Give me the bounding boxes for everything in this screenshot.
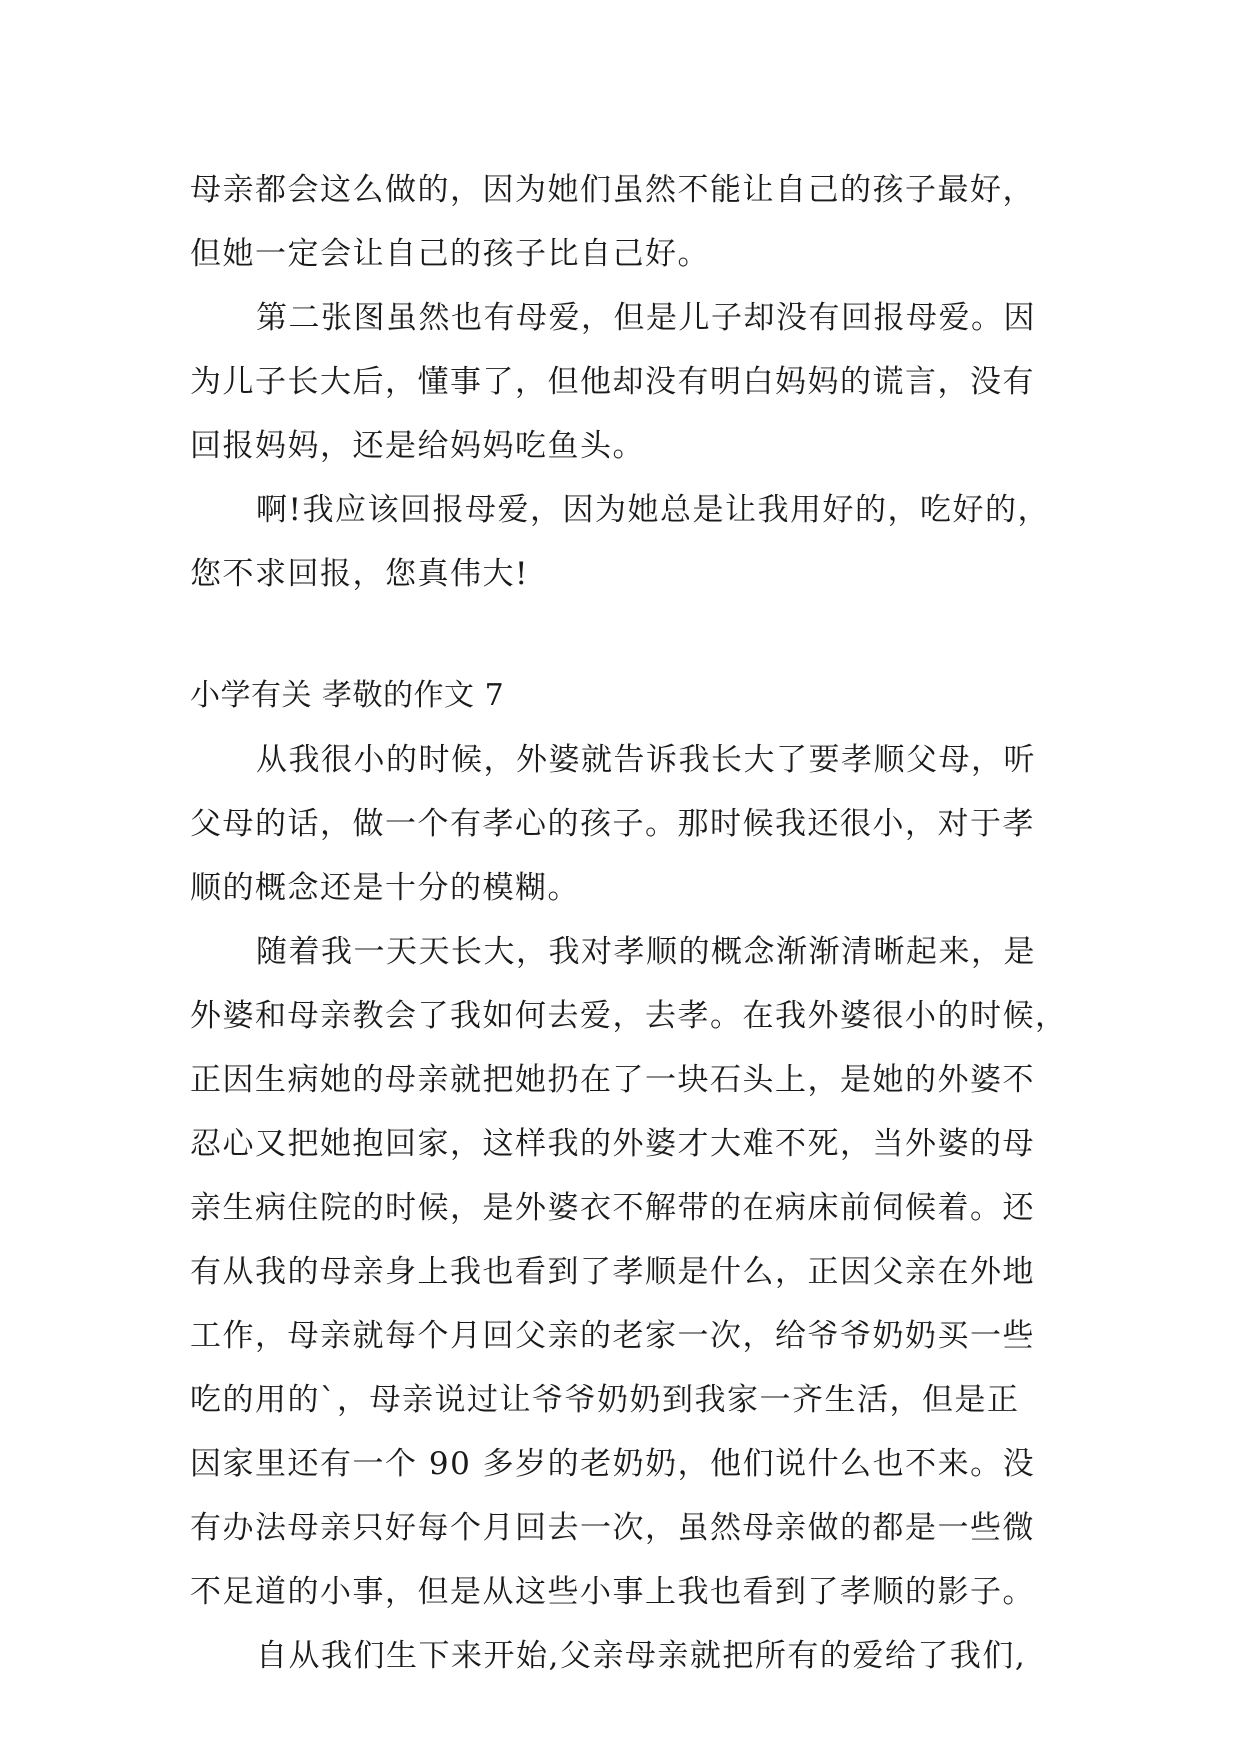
text-line: 不足道的小事，但是从这些小事上我也看到了孝顺的影子。	[190, 1574, 1035, 1610]
text-line: 母亲都会这么做的，因为她们虽然不能让自己的孩子最好，	[190, 172, 1035, 208]
text-line: 第二张图虽然也有母爱，但是儿子却没有回报母爱。因	[256, 300, 1036, 336]
text-line: 有办法母亲只好每个月回去一次，虽然母亲做的都是一些微	[190, 1510, 1035, 1546]
text-line: 您不求回报，您真伟大!	[190, 556, 529, 592]
text-line: 回报妈妈，还是给妈妈吃鱼头。	[190, 428, 645, 464]
paragraph	[190, 478, 1070, 606]
text-line: 因家里还有一个 90 多岁的老奶奶，他们说什么也不来。没	[190, 1446, 1036, 1482]
text-line: 为儿子长大后，懂事了，但他却没有明白妈妈的谎言，没有	[190, 364, 1035, 400]
paragraph	[190, 728, 1070, 920]
paragraph	[190, 920, 1070, 1624]
paragraph	[190, 1624, 1070, 1688]
section-gap	[190, 606, 1070, 664]
paragraph	[190, 158, 1070, 286]
text-line: 亲生病住院的时候，是外婆衣不解带的在病床前伺候着。还	[190, 1190, 1035, 1226]
text-line: 从我很小的时候，外婆就告诉我长大了要孝顺父母，听	[256, 742, 1036, 778]
paragraph	[190, 286, 1070, 478]
text-line: 正因生病她的母亲就把她扔在了一块石头上，是她的外婆不	[190, 1062, 1035, 1098]
document-body	[190, 158, 1070, 1688]
text-line: 工作，母亲就每个月回父亲的老家一次，给爷爷奶奶买一些	[190, 1318, 1035, 1354]
text-line: 自从我们生下来开始,父亲母亲就把所有的爱给了我们,	[256, 1638, 1027, 1674]
text-line: 啊!我应该回报母爱，因为她总是让我用好的，吃好的，	[256, 492, 1050, 528]
text-line: 但她一定会让自己的孩子比自己好。	[190, 236, 710, 272]
text-line: 父母的话，做一个有孝心的孩子。那时候我还很小，对于孝	[190, 806, 1035, 842]
text-line: 吃的用的`，母亲说过让爷爷奶奶到我家一齐生活，但是正	[190, 1382, 1020, 1418]
text-line: 随着我一天天长大，我对孝顺的概念渐渐清晰起来，是	[256, 934, 1036, 970]
text-line: 有从我的母亲身上我也看到了孝顺是什么，正因父亲在外地	[190, 1254, 1035, 1290]
section-heading: 小学有关 孝敬的作文 7	[190, 678, 505, 713]
text-line: 外婆和母亲教会了我如何去爱，去孝。在我外婆很小的时候，	[190, 998, 1068, 1034]
text-line: 忍心又把她抱回家，这样我的外婆才大难不死，当外婆的母	[190, 1126, 1035, 1162]
text-line: 顺的概念还是十分的模糊。	[190, 870, 580, 906]
